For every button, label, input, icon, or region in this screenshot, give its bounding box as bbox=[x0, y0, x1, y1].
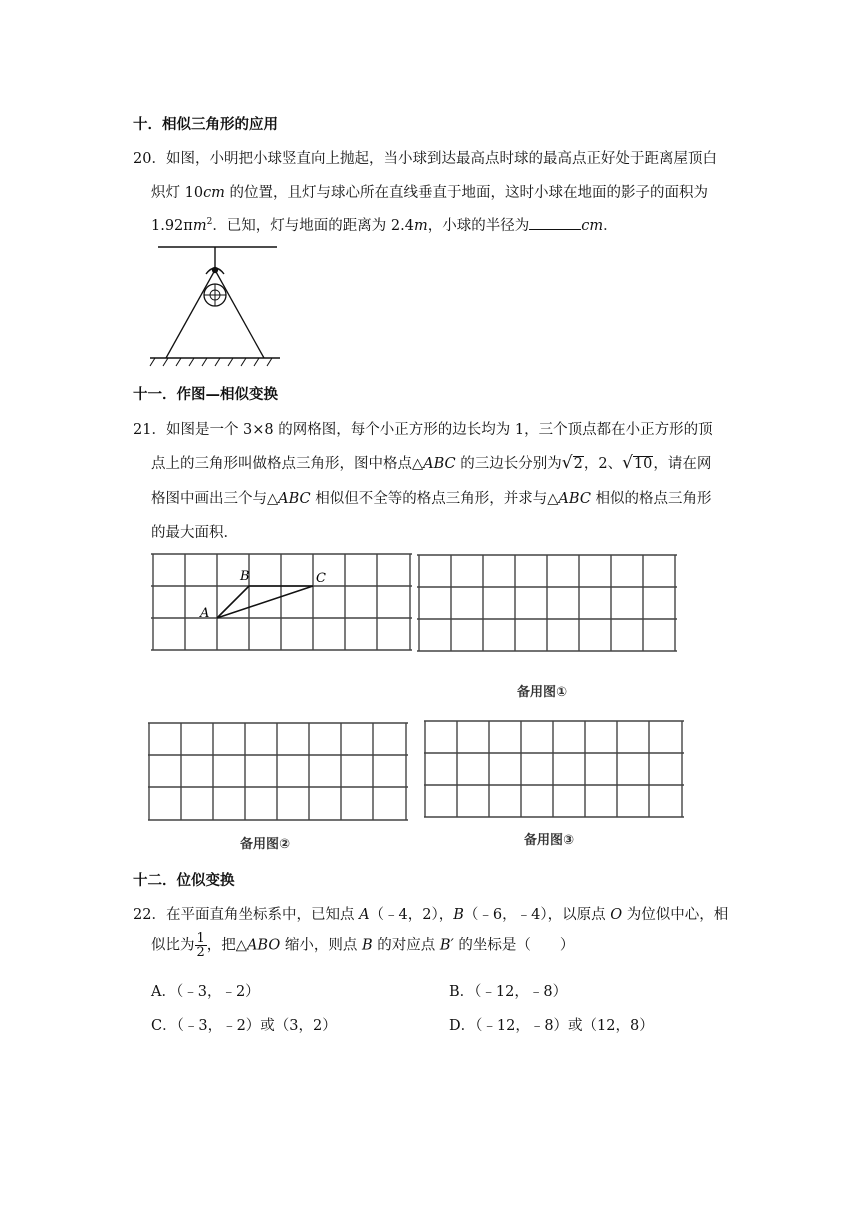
caption-spare-2: 备用图② bbox=[240, 837, 291, 852]
q22-line-1 bbox=[133, 903, 728, 924]
q22-text: （﹣6，﹣4），以原点 bbox=[463, 907, 611, 923]
sqrt-2: √2 bbox=[561, 453, 583, 473]
sqrt-10: √10 bbox=[622, 453, 653, 473]
q21-triangle-name: ABC bbox=[423, 456, 456, 472]
q20-line-1: 20．如图，小明把小球竖直向上抛起，当小球到达最高点时球的最高点正好处于距离屋顶白 bbox=[133, 151, 717, 167]
q22-text: ，把△ bbox=[206, 937, 247, 954]
q21-text: 的三边长分别为 bbox=[455, 456, 562, 472]
q20-text: ． bbox=[603, 218, 618, 234]
fraction-one-half: $\frac{1}{2}$ bbox=[196, 931, 205, 960]
q21-line-4: 的最大面积． bbox=[151, 525, 238, 541]
section-title-10: 十．相似三角形的应用 bbox=[133, 117, 278, 133]
q21-line-3 bbox=[151, 487, 712, 508]
q20-line-2 bbox=[151, 181, 708, 202]
caption-spare-3: 备用图③ bbox=[524, 833, 575, 848]
q22-text: 似比为 bbox=[151, 937, 195, 954]
q21-triangle-name: ABC bbox=[558, 491, 591, 507]
q22-text: 缩小，则点 bbox=[280, 937, 362, 954]
q20-text: 1.92π bbox=[151, 218, 193, 234]
q21-line-2 bbox=[151, 452, 711, 473]
q21-triangle-name: ABC bbox=[278, 491, 311, 507]
section-title-12: 十二．位似变换 bbox=[133, 873, 235, 889]
option-c[interactable]: C．（﹣3，﹣2）或（3，2） bbox=[151, 1018, 337, 1034]
point-b: B bbox=[453, 907, 464, 923]
spare-grid-2 bbox=[146, 718, 410, 828]
q20-text: 的位置，且灯与球心所在直线垂直于地面，这时小球在地面的影子的面积为 bbox=[224, 185, 709, 201]
q20-text: 炽灯 10 bbox=[151, 185, 204, 201]
q20-unit: m bbox=[413, 218, 428, 234]
label-b: B bbox=[240, 569, 250, 584]
q20-text: ，小球的半径为 bbox=[427, 218, 530, 234]
q20-unit: m bbox=[192, 218, 207, 234]
answer-blank[interactable] bbox=[529, 217, 581, 230]
q22-text: 为位似中心，相 bbox=[622, 907, 729, 923]
point-a: A bbox=[359, 907, 370, 923]
q20-unit: cm bbox=[581, 218, 604, 234]
q21-text: ，2、 bbox=[583, 456, 623, 472]
section-title-11: 十一．作图—相似变换 bbox=[133, 387, 278, 403]
q22-line-2 bbox=[151, 932, 574, 959]
q20-text: ．已知，灯与地面的距离为 2.4 bbox=[212, 218, 414, 234]
point-o: O bbox=[610, 907, 623, 923]
label-c: C bbox=[316, 571, 326, 586]
triangle-abo: ABO bbox=[246, 937, 281, 954]
point-b: B bbox=[361, 937, 373, 954]
q20-unit: cm bbox=[203, 185, 225, 201]
point-b-prime: B′ bbox=[439, 937, 454, 954]
triangle-abc bbox=[217, 586, 313, 618]
q22-text: （﹣4，2）， bbox=[369, 907, 454, 923]
lamp-ball-figure bbox=[145, 240, 285, 370]
q21-text: 相似但不全等的格点三角形，并求与△ bbox=[310, 491, 559, 507]
q21-text: ，请在网 bbox=[653, 456, 712, 472]
q21-text: 点上的三角形叫做格点三角形，图中格点△ bbox=[151, 456, 424, 472]
spare-grid-1 bbox=[415, 552, 680, 658]
option-b[interactable]: B．（﹣12，﹣8） bbox=[449, 984, 568, 1000]
q22-text: 的对应点 bbox=[372, 937, 440, 954]
option-a[interactable]: A．（﹣3，﹣2） bbox=[151, 984, 260, 1000]
q22-text: 22．在平面直角坐标系中，已知点 bbox=[133, 907, 360, 923]
option-d[interactable]: D．（﹣12，﹣8）或（12，8） bbox=[449, 1018, 654, 1034]
caption-spare-1: 备用图① bbox=[517, 685, 568, 700]
label-a: A bbox=[200, 606, 210, 621]
q20-line-3 bbox=[151, 214, 618, 235]
spare-grid-3 bbox=[422, 717, 686, 823]
q22-text: 的坐标是（ ） bbox=[453, 937, 575, 954]
q21-line-1: 21．如图是一个 3×8 的网格图，每个小正方形的边长均为 1，三个顶点都在小正方形的顶 bbox=[133, 422, 713, 438]
q20-exponent: 2 bbox=[206, 217, 213, 228]
main-grid bbox=[148, 548, 416, 658]
q21-text: 格图中画出三个与△ bbox=[151, 491, 279, 507]
q21-text: 相似的格点三角形 bbox=[590, 491, 712, 507]
